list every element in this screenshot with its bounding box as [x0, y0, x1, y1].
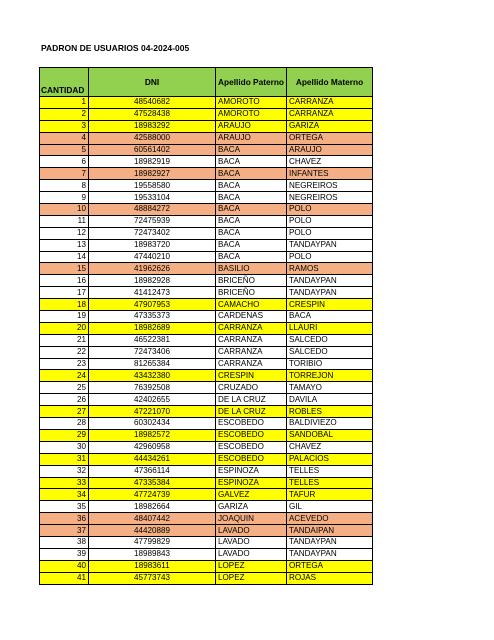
- dni-cell: 46522381: [89, 334, 216, 346]
- table-row: [40, 406, 373, 418]
- dni-cell: 41412473: [89, 287, 216, 299]
- table-row: [40, 441, 373, 453]
- table-row: [40, 536, 373, 548]
- table-row: [40, 97, 373, 109]
- dni-cell: 18983720: [89, 239, 216, 251]
- apellido-materno-cell: GARIZA: [287, 120, 373, 132]
- apellido-paterno-cell: JOAQUIN: [216, 513, 287, 525]
- table-row: [40, 453, 373, 465]
- apellido-paterno-cell: DE LA CRUZ: [216, 406, 287, 418]
- dni-cell: 48884272: [89, 204, 216, 216]
- apellido-materno-cell: ROJAS: [287, 572, 373, 584]
- dni-cell: 48407442: [89, 513, 216, 525]
- dni-cell: 18982689: [89, 322, 216, 334]
- apellido-paterno-cell: ARAUJO: [216, 120, 287, 132]
- apellido-paterno-cell: CARDENAS: [216, 311, 287, 323]
- table-row: [40, 227, 373, 239]
- apellido-paterno-cell: CRUZADO: [216, 382, 287, 394]
- apellido-materno-cell: TAMAYO: [287, 382, 373, 394]
- apellido-materno-cell: TANDAYPAN: [287, 287, 373, 299]
- apellido-paterno-cell: BRICEÑO: [216, 287, 287, 299]
- table-row: [40, 156, 373, 168]
- table-row: [40, 572, 373, 584]
- dni-cell: 48540682: [89, 97, 216, 109]
- dni-cell: 18983292: [89, 120, 216, 132]
- apellido-paterno-cell: BASILIO: [216, 263, 287, 275]
- row-number: 6: [40, 156, 89, 168]
- apellido-materno-cell: CARRANZA: [287, 97, 373, 109]
- apellido-paterno-cell: BACA: [216, 180, 287, 192]
- apellido-paterno-cell: CARRANZA: [216, 346, 287, 358]
- row-number: 26: [40, 394, 89, 406]
- table-row: [40, 215, 373, 227]
- table-row: [40, 299, 373, 311]
- apellido-materno-cell: CRESPIN: [287, 299, 373, 311]
- table-row: [40, 465, 373, 477]
- row-number: 37: [40, 525, 89, 537]
- dni-cell: 44434261: [89, 453, 216, 465]
- apellido-materno-cell: BACA: [287, 311, 373, 323]
- apellido-materno-cell: INFANTES: [287, 168, 373, 180]
- table-row: [40, 334, 373, 346]
- dni-cell: 18982664: [89, 501, 216, 513]
- apellido-materno-cell: LLAURI: [287, 322, 373, 334]
- dni-cell: 18982919: [89, 156, 216, 168]
- apellido-paterno-cell: ESCOBEDO: [216, 453, 287, 465]
- apellido-materno-cell: TORIBIO: [287, 358, 373, 370]
- row-number: 23: [40, 358, 89, 370]
- apellido-paterno-cell: BRICEÑO: [216, 275, 287, 287]
- row-number: 22: [40, 346, 89, 358]
- row-number: 40: [40, 560, 89, 572]
- dni-cell: 47366114: [89, 465, 216, 477]
- row-number: 7: [40, 168, 89, 180]
- row-number: 25: [40, 382, 89, 394]
- dni-cell: 42588000: [89, 132, 216, 144]
- row-number: 9: [40, 192, 89, 204]
- header-dni: DNI: [89, 68, 216, 97]
- row-number: 4: [40, 132, 89, 144]
- table-row: [40, 192, 373, 204]
- dni-cell: 43432380: [89, 370, 216, 382]
- dni-cell: 45773743: [89, 572, 216, 584]
- apellido-paterno-cell: BACA: [216, 239, 287, 251]
- row-number: 31: [40, 453, 89, 465]
- dni-cell: 42960958: [89, 441, 216, 453]
- users-table: [39, 67, 373, 585]
- dni-cell: 41962626: [89, 263, 216, 275]
- apellido-paterno-cell: ARAUJO: [216, 132, 287, 144]
- dni-cell: 81265384: [89, 358, 216, 370]
- table-row: [40, 287, 373, 299]
- row-number: 41: [40, 572, 89, 584]
- dni-cell: 72473406: [89, 346, 216, 358]
- row-number: 16: [40, 275, 89, 287]
- dni-cell: 47221070: [89, 406, 216, 418]
- dni-cell: 19558580: [89, 180, 216, 192]
- header-cantidad: CANTIDAD: [40, 68, 89, 97]
- page-title: PADRON DE USUARIOS 04-2024-005: [41, 43, 190, 53]
- table-row: [40, 418, 373, 430]
- dni-cell: 18982927: [89, 168, 216, 180]
- apellido-paterno-cell: ESCOBEDO: [216, 418, 287, 430]
- apellido-paterno-cell: DE LA CRUZ: [216, 394, 287, 406]
- apellido-paterno-cell: BACA: [216, 204, 287, 216]
- table-row: [40, 394, 373, 406]
- apellido-materno-cell: TANDAYPAN: [287, 536, 373, 548]
- apellido-materno-cell: GIL: [287, 501, 373, 513]
- apellido-materno-cell: TELLES: [287, 465, 373, 477]
- dni-cell: 47335373: [89, 311, 216, 323]
- apellido-materno-cell: SALCEDO: [287, 334, 373, 346]
- table-row: [40, 477, 373, 489]
- table-row: [40, 548, 373, 560]
- table-row: [40, 525, 373, 537]
- dni-cell: 47907953: [89, 299, 216, 311]
- table-row: [40, 263, 373, 275]
- apellido-paterno-cell: LOPEZ: [216, 560, 287, 572]
- apellido-materno-cell: CHAVEZ: [287, 441, 373, 453]
- apellido-paterno-cell: ESCOBEDO: [216, 429, 287, 441]
- table-row: [40, 275, 373, 287]
- dni-cell: 44420889: [89, 525, 216, 537]
- apellido-paterno-cell: ESPINOZA: [216, 477, 287, 489]
- row-number: 15: [40, 263, 89, 275]
- dni-cell: 76392508: [89, 382, 216, 394]
- apellido-paterno-cell: ESPINOZA: [216, 465, 287, 477]
- dni-cell: 60302434: [89, 418, 216, 430]
- row-number: 13: [40, 239, 89, 251]
- table-row: [40, 251, 373, 263]
- apellido-paterno-cell: GALVEZ: [216, 489, 287, 501]
- table-header-row: [40, 68, 373, 97]
- row-number: 12: [40, 227, 89, 239]
- row-number: 39: [40, 548, 89, 560]
- table-body: [40, 97, 373, 585]
- row-number: 29: [40, 429, 89, 441]
- dni-cell: 47335384: [89, 477, 216, 489]
- dni-cell: 47528438: [89, 108, 216, 120]
- table-row: [40, 501, 373, 513]
- table-row: [40, 382, 373, 394]
- table-row: [40, 132, 373, 144]
- header-apellido-paterno: Apellido Paterno: [216, 68, 287, 97]
- row-number: 18: [40, 299, 89, 311]
- dni-cell: 60561402: [89, 144, 216, 156]
- table-row: [40, 180, 373, 192]
- row-number: 8: [40, 180, 89, 192]
- table-row: [40, 168, 373, 180]
- apellido-paterno-cell: CARRANZA: [216, 334, 287, 346]
- row-number: 20: [40, 322, 89, 334]
- row-number: 11: [40, 215, 89, 227]
- apellido-materno-cell: ACEVEDO: [287, 513, 373, 525]
- apellido-materno-cell: CARRANZA: [287, 108, 373, 120]
- apellido-paterno-cell: LAVADO: [216, 525, 287, 537]
- apellido-materno-cell: POLO: [287, 227, 373, 239]
- row-number: 1: [40, 97, 89, 109]
- apellido-paterno-cell: ESCOBEDO: [216, 441, 287, 453]
- row-number: 28: [40, 418, 89, 430]
- apellido-materno-cell: ORTEGA: [287, 560, 373, 572]
- apellido-materno-cell: TAFUR: [287, 489, 373, 501]
- apellido-materno-cell: SALCEDO: [287, 346, 373, 358]
- apellido-paterno-cell: BACA: [216, 227, 287, 239]
- dni-cell: 47799829: [89, 536, 216, 548]
- apellido-materno-cell: TANDAYPAN: [287, 548, 373, 560]
- row-number: 34: [40, 489, 89, 501]
- table-row: [40, 144, 373, 156]
- apellido-paterno-cell: LOPEZ: [216, 572, 287, 584]
- row-number: 3: [40, 120, 89, 132]
- apellido-paterno-cell: BACA: [216, 251, 287, 263]
- apellido-paterno-cell: LAVADO: [216, 536, 287, 548]
- apellido-materno-cell: NEGREIROS: [287, 180, 373, 192]
- apellido-paterno-cell: CARRANZA: [216, 358, 287, 370]
- apellido-paterno-cell: LAVADO: [216, 548, 287, 560]
- dni-cell: 18983611: [89, 560, 216, 572]
- table-row: [40, 370, 373, 382]
- table-row: [40, 560, 373, 572]
- apellido-paterno-cell: CARRANZA: [216, 322, 287, 334]
- apellido-paterno-cell: BACA: [216, 144, 287, 156]
- apellido-materno-cell: PALACIOS: [287, 453, 373, 465]
- dni-cell: 19533104: [89, 192, 216, 204]
- table-row: [40, 239, 373, 251]
- apellido-paterno-cell: AMOROTO: [216, 97, 287, 109]
- row-number: 17: [40, 287, 89, 299]
- dni-cell: 47724739: [89, 489, 216, 501]
- dni-cell: 47440210: [89, 251, 216, 263]
- row-number: 21: [40, 334, 89, 346]
- apellido-materno-cell: POLO: [287, 251, 373, 263]
- table-row: [40, 311, 373, 323]
- table-row: [40, 108, 373, 120]
- apellido-paterno-cell: BACA: [216, 156, 287, 168]
- dni-cell: 18982928: [89, 275, 216, 287]
- apellido-materno-cell: ORTEGA: [287, 132, 373, 144]
- row-number: 27: [40, 406, 89, 418]
- dni-cell: 18982572: [89, 429, 216, 441]
- row-number: 33: [40, 477, 89, 489]
- row-number: 35: [40, 501, 89, 513]
- apellido-paterno-cell: GARIZA: [216, 501, 287, 513]
- apellido-materno-cell: TANDAYPAN: [287, 275, 373, 287]
- apellido-materno-cell: RAMOS: [287, 263, 373, 275]
- apellido-paterno-cell: BACA: [216, 168, 287, 180]
- apellido-materno-cell: TORREJON: [287, 370, 373, 382]
- apellido-materno-cell: POLO: [287, 204, 373, 216]
- apellido-materno-cell: TANDAIPAN: [287, 525, 373, 537]
- dni-cell: 72475939: [89, 215, 216, 227]
- table-row: [40, 429, 373, 441]
- row-number: 5: [40, 144, 89, 156]
- dni-cell: 72473402: [89, 227, 216, 239]
- dni-cell: 18989843: [89, 548, 216, 560]
- row-number: 32: [40, 465, 89, 477]
- apellido-paterno-cell: BACA: [216, 215, 287, 227]
- apellido-materno-cell: TELLES: [287, 477, 373, 489]
- row-number: 38: [40, 536, 89, 548]
- row-number: 14: [40, 251, 89, 263]
- row-number: 19: [40, 311, 89, 323]
- apellido-paterno-cell: AMOROTO: [216, 108, 287, 120]
- row-number: 10: [40, 204, 89, 216]
- row-number: 30: [40, 441, 89, 453]
- apellido-materno-cell: BALDIVIEZO: [287, 418, 373, 430]
- table-row: [40, 358, 373, 370]
- apellido-materno-cell: NEGREIROS: [287, 192, 373, 204]
- row-number: 36: [40, 513, 89, 525]
- table-row: [40, 322, 373, 334]
- apellido-materno-cell: DAVILA: [287, 394, 373, 406]
- header-apellido-materno: Apellido Materno: [287, 68, 373, 97]
- apellido-paterno-cell: CRESPIN: [216, 370, 287, 382]
- row-number: 2: [40, 108, 89, 120]
- apellido-materno-cell: ARAUJO: [287, 144, 373, 156]
- table-row: [40, 346, 373, 358]
- apellido-materno-cell: POLO: [287, 215, 373, 227]
- table-row: [40, 204, 373, 216]
- dni-cell: 42402655: [89, 394, 216, 406]
- apellido-materno-cell: SANDOBAL: [287, 429, 373, 441]
- apellido-paterno-cell: BACA: [216, 192, 287, 204]
- row-number: 24: [40, 370, 89, 382]
- apellido-materno-cell: TANDAYPAN: [287, 239, 373, 251]
- table-row: [40, 513, 373, 525]
- table-row: [40, 120, 373, 132]
- apellido-materno-cell: ROBLES: [287, 406, 373, 418]
- apellido-paterno-cell: CAMACHO: [216, 299, 287, 311]
- apellido-materno-cell: CHAVEZ: [287, 156, 373, 168]
- table-row: [40, 489, 373, 501]
